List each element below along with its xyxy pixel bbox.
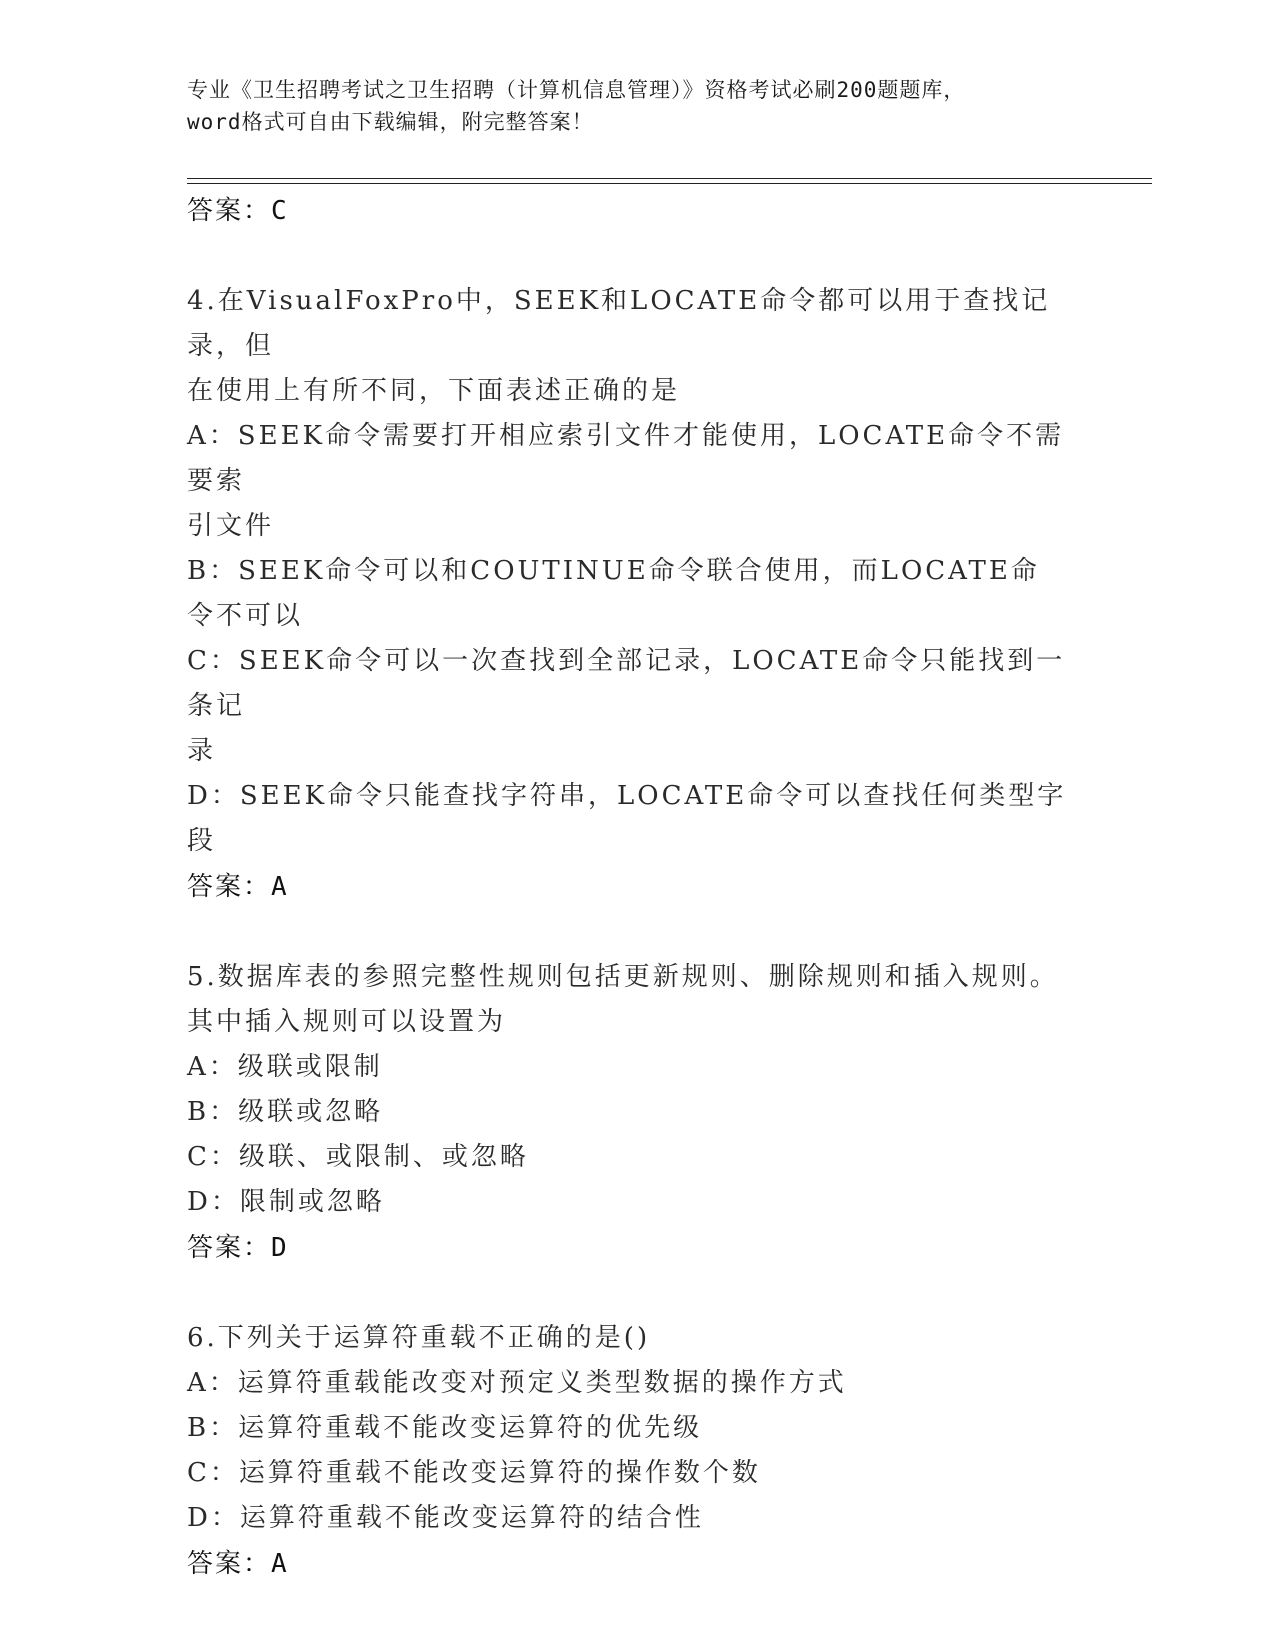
question-4-text-line-1: 4.在VisualFoxPro中，SEEK和LOCATE命令都可以用于查找记录，但 — [187, 286, 1051, 361]
question-4-text-line-2: 在使用上有所不同，下面表述正确的是 — [187, 376, 681, 406]
question-5-option-c: C：级联、或限制、或忽略 — [187, 1142, 529, 1172]
question-4-option-a-line-1: A：SEEK命令需要打开相应索引文件才能使用，LOCATE命令不需要索 — [187, 421, 1065, 496]
question-5-option-d: D：限制或忽略 — [187, 1187, 385, 1217]
question-5 — [187, 955, 1067, 1271]
question-6-option-b: B：运算符重载不能改变运算符的优先级 — [187, 1413, 703, 1443]
question-6-option-a: A：运算符重载能改变对预定义类型数据的操作方式 — [187, 1368, 847, 1398]
question-4-option-b: B：SEEK命令可以和COUTINUE命令联合使用，而LOCATE命令不可以 — [187, 556, 1040, 631]
header-line-2: word格式可自由下载编辑，附完整答案！ — [187, 110, 594, 134]
question-4-option-c-line-1: C：SEEK命令可以一次查找到全部记录，LOCATE命令只能找到一条记 — [187, 646, 1066, 721]
spacer — [187, 910, 1067, 955]
header-line-1: 专业《卫生招聘考试之卫生招聘（计算机信息管理）》资格考试必刷200题题库， — [187, 78, 966, 102]
question-5-option-a: A：级联或限制 — [187, 1052, 383, 1082]
page-header — [187, 74, 1087, 138]
question-6-option-d: D：运算符重载不能改变运算符的结合性 — [187, 1503, 704, 1533]
question-4-option-c-line-2: 录 — [187, 736, 217, 766]
question-content — [187, 188, 1067, 1587]
question-6-text-line-1: 6.下列关于运算符重载不正确的是() — [187, 1323, 651, 1353]
question-4 — [187, 279, 1067, 910]
question-5-option-b: B：级联或忽略 — [187, 1097, 384, 1127]
question-4-answer: 答案：A — [187, 872, 289, 902]
question-4-option-a-line-2: 引文件 — [187, 511, 275, 541]
question-5-answer: 答案：D — [187, 1233, 289, 1263]
header-divider-bottom — [187, 183, 1152, 184]
question-5-text-line-2: 其中插入规则可以设置为 — [187, 1007, 507, 1037]
question-4-option-d: D：SEEK命令只能查找字符串，LOCATE命令可以查找任何类型字段 — [187, 781, 1067, 856]
question-5-text-line-1: 5.数据库表的参照完整性规则包括更新规则、删除规则和插入规则。 — [187, 962, 1059, 992]
question-6-option-c: C：运算符重载不能改变运算符的操作数个数 — [187, 1458, 761, 1488]
question-6-answer: 答案：A — [187, 1549, 289, 1579]
spacer — [187, 1271, 1067, 1316]
previous-answer: 答案：C — [187, 196, 289, 226]
header-divider-top — [187, 178, 1152, 179]
question-6 — [187, 1316, 1067, 1587]
spacer — [187, 234, 1067, 279]
